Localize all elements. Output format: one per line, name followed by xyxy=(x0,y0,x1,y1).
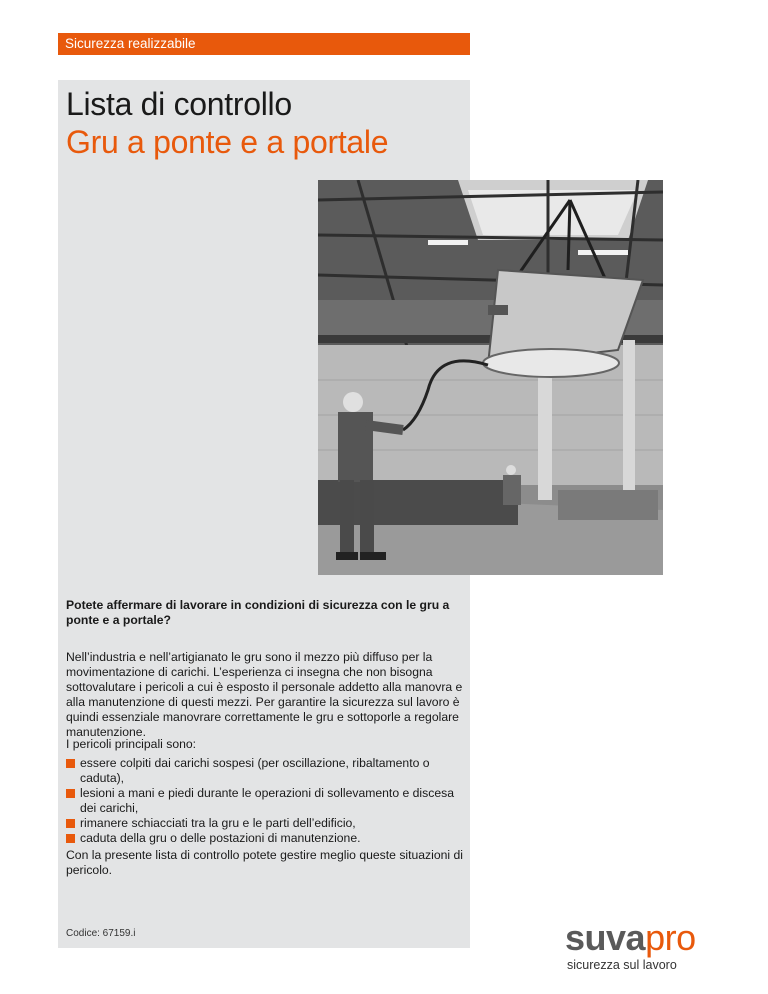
square-bullet-icon xyxy=(66,789,75,798)
header-banner: Sicurezza realizzabile xyxy=(58,33,470,55)
logo-tagline: sicurezza sul lavoro xyxy=(567,958,677,972)
risks-intro: I pericoli principali sono: xyxy=(66,737,197,751)
square-bullet-icon xyxy=(66,759,75,768)
page-subtitle: Gru a ponte e a portale xyxy=(66,124,389,160)
logo-pro: pro xyxy=(645,917,696,958)
square-bullet-icon xyxy=(66,819,75,828)
list-item: essere colpiti dai carichi sospesi (per oscillazione, ribaltamento o caduta), xyxy=(66,756,466,786)
intro-question: Potete affermare di lavorare in condizioni di sicurezza con le gru a ponte e a portale? xyxy=(66,598,450,627)
list-item: caduta della gru o delle postazioni di manutenzione. xyxy=(66,831,466,846)
list-item: lesioni a mani e piedi durante le operazioni di sollevamento e discesa dei carichi, xyxy=(66,786,466,816)
page-title: Lista di controllo xyxy=(66,86,292,122)
suvapro-logo xyxy=(565,917,745,960)
square-bullet-icon xyxy=(66,834,75,843)
intro-paragraph: Nell’industria e nell’artigianato le gru sono il mezzo più diffuso per la movimentazione di carichi. L’esperienza ci insegna che non bisogna sottovalutare i pericoli a cui è esposto il personale addetto alla manovra e alla manutenzione di questi mezzi. Per garantire la sicurezza sul lavoro è quindi essenziale manovrare correttamente le gru e sottoporle a regolare manutenzione. xyxy=(66,650,463,739)
crane-photo xyxy=(318,180,663,575)
risk-list xyxy=(66,756,466,846)
closing-paragraph: Con la presente lista di controllo potete gestire meglio queste situazioni di pericolo. xyxy=(66,848,463,877)
list-item: rimanere schiacciati tra la gru e le parti dell’edificio, xyxy=(66,816,466,831)
document-code: Codice: 67159.i xyxy=(66,928,136,939)
logo-suva: suva xyxy=(565,917,646,958)
